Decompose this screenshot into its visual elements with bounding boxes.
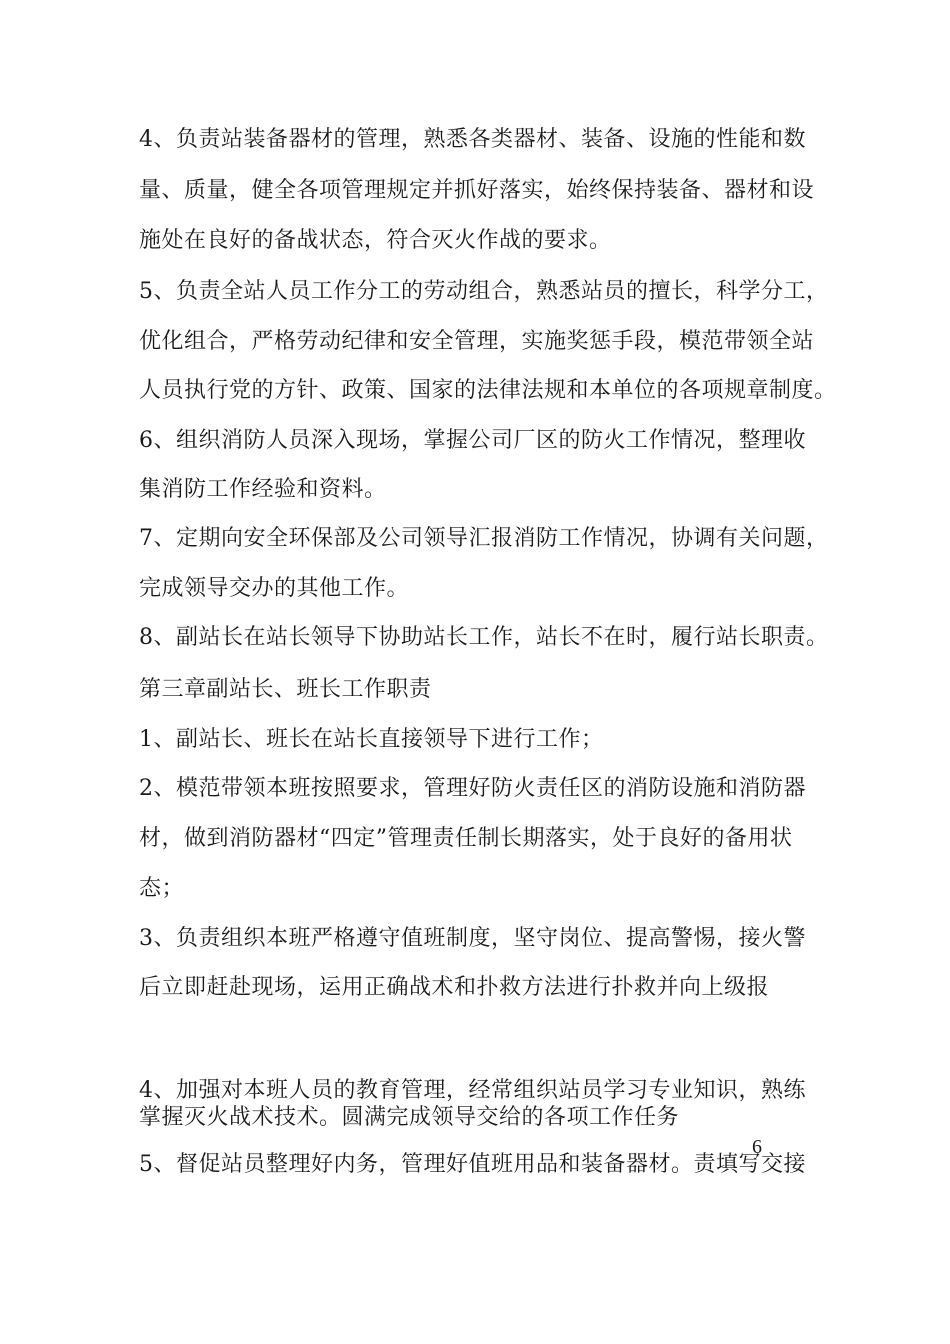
text-line: 1、副站长、班长在站长直接领导下进行工作； — [139, 727, 604, 752]
text-line: 3、负责组织本班严格遵守值班制度，坚守岗位、提高警惕，接火警 — [139, 926, 806, 951]
text-line: 优化组合，严格劳动纪律和安全管理，实施奖惩手段，模范带领全站 — [139, 329, 815, 354]
text-line: 6、组织消防人员深入现场，掌握公司厂区的防火工作情况，整理收 — [139, 428, 806, 453]
text-line: 8、副站长在站长领导下协助站长工作，站长不在时，履行站长职责。 — [139, 625, 829, 650]
chapter-heading: 第三章副站长、班长工作职责 — [139, 677, 432, 702]
text-line: 态； — [139, 876, 185, 901]
page-number: 6 — [752, 1136, 762, 1158]
text-line: 人员执行党的方针、政策、国家的法律法规和本单位的各项规章制度。 — [139, 378, 837, 403]
text-line: 掌握灭火战术技术。圆满完成领导交给的各项工作任务 — [139, 1105, 680, 1130]
text-line: 2、模范带领本班按照要求，管理好防火责任区的消防设施和消防器 — [139, 776, 806, 801]
text-line: 施处在良好的备战状态，符合灭火作战的要求。 — [139, 228, 612, 253]
text-line: 5、负责全站人员工作分工的劳动组合，熟悉站员的擅长，科学分工， — [139, 279, 829, 304]
text-line: 后立即赶赴现场，运用正确战术和扑救方法进行扑救并向上级报 — [139, 975, 770, 1000]
text-line: 完成领导交办的其他工作。 — [139, 576, 410, 601]
text-line: 7、定期向安全环保部及公司领导汇报消防工作情况，协调有关问题， — [139, 526, 829, 551]
text-line: 材，做到消防器材“四定”管理责任制长期落实，处于良好的备用状 — [139, 826, 793, 851]
text-line: 4、负责站装备器材的管理，熟悉各类器材、装备、设施的性能和数 — [139, 127, 806, 152]
text-line: 4、加强对本班人员的教育管理，经常组织站员学习专业知识，熟练 — [139, 1078, 806, 1103]
text-line: 量、质量，健全各项管理规定并抓好落实，始终保持装备、器材和设 — [139, 178, 815, 203]
text-line: 5、督促站员整理好内务，管理好值班用品和装备器材。责填写交接 — [139, 1152, 806, 1177]
text-line: 集消防工作经验和资料。 — [139, 477, 387, 502]
